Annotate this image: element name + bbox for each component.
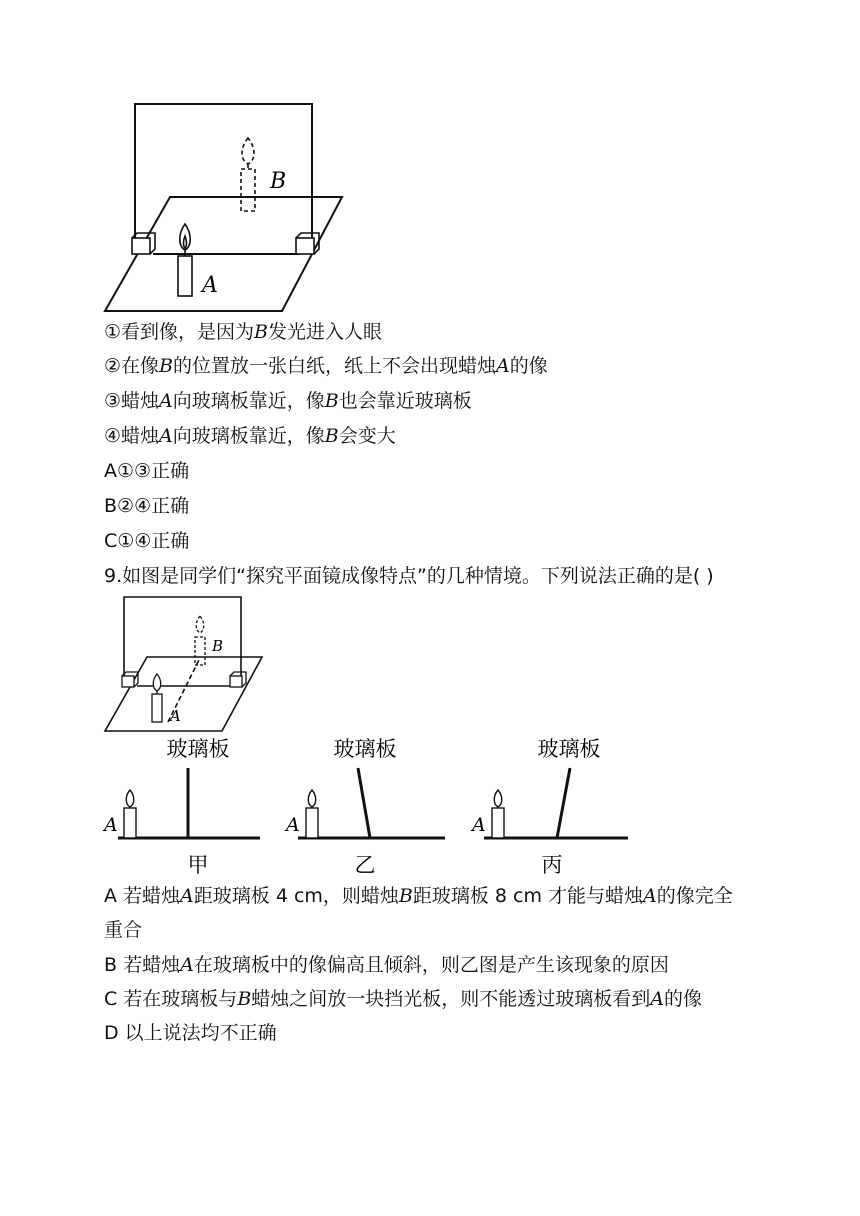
panel-yi-label: A <box>286 814 300 836</box>
option-q9-c: C 若在玻璃板与B蜡烛之间放一块挡光板，则不能透过玻璃板看到A的像 <box>104 988 703 1010</box>
statement-3: ③蜡烛A向玻璃板靠近，像B也会靠近玻璃板 <box>104 390 472 412</box>
option-q9-a-line1: A 若蜡烛A距玻璃板 4 cm，则蜡烛B距玻璃板 8 cm 才能与蜡烛A的像完全 <box>104 885 733 907</box>
figure-glass-tilt-panels <box>100 734 640 882</box>
label-a-small: A <box>170 707 181 725</box>
option-q8-a: A①③正确 <box>104 460 190 482</box>
option-q8-b: B②④正确 <box>104 495 190 517</box>
option-q9-d: D 以上说法均不正确 <box>104 1022 277 1044</box>
panel-bing-title: 玻璃板 <box>537 737 601 761</box>
panel-jia-caption: 甲 <box>187 853 209 877</box>
panel-bing <box>470 737 628 877</box>
panel-bing-caption: 丙 <box>541 853 563 877</box>
option-q9-a-line2: 重合 <box>104 919 143 941</box>
figure-mirror-experiment-2 <box>102 594 267 734</box>
question-9-stem: 9.如图是同学们“探究平面镜成像特点”的几种情境。下列说法正确的是( ) <box>104 565 714 587</box>
panel-jia-title: 玻璃板 <box>166 737 230 761</box>
label-b: B <box>270 169 287 194</box>
option-q9-b: B 若蜡烛A在玻璃板中的像偏高且倾斜，则乙图是产生该现象的原因 <box>104 954 669 976</box>
option-q8-c: C①④正确 <box>104 530 190 552</box>
panel-bing-label: A <box>472 814 486 836</box>
label-b-small: B <box>212 637 224 655</box>
panel-yi-title: 玻璃板 <box>333 737 397 761</box>
statement-1: ①看到像，是因为B发光进入人眼 <box>104 321 383 343</box>
panel-jia <box>102 737 260 877</box>
statement-4: ④蜡烛A向玻璃板靠近，像B会变大 <box>104 425 396 447</box>
figure-mirror-experiment-1 <box>100 96 350 316</box>
panel-jia-label: A <box>104 814 118 836</box>
panel-yi-caption: 乙 <box>354 853 376 877</box>
label-a: A <box>202 273 218 298</box>
panel-yi <box>284 737 445 877</box>
statement-2: ②在像B的位置放一张白纸，纸上不会出现蜡烛A的像 <box>104 355 548 377</box>
